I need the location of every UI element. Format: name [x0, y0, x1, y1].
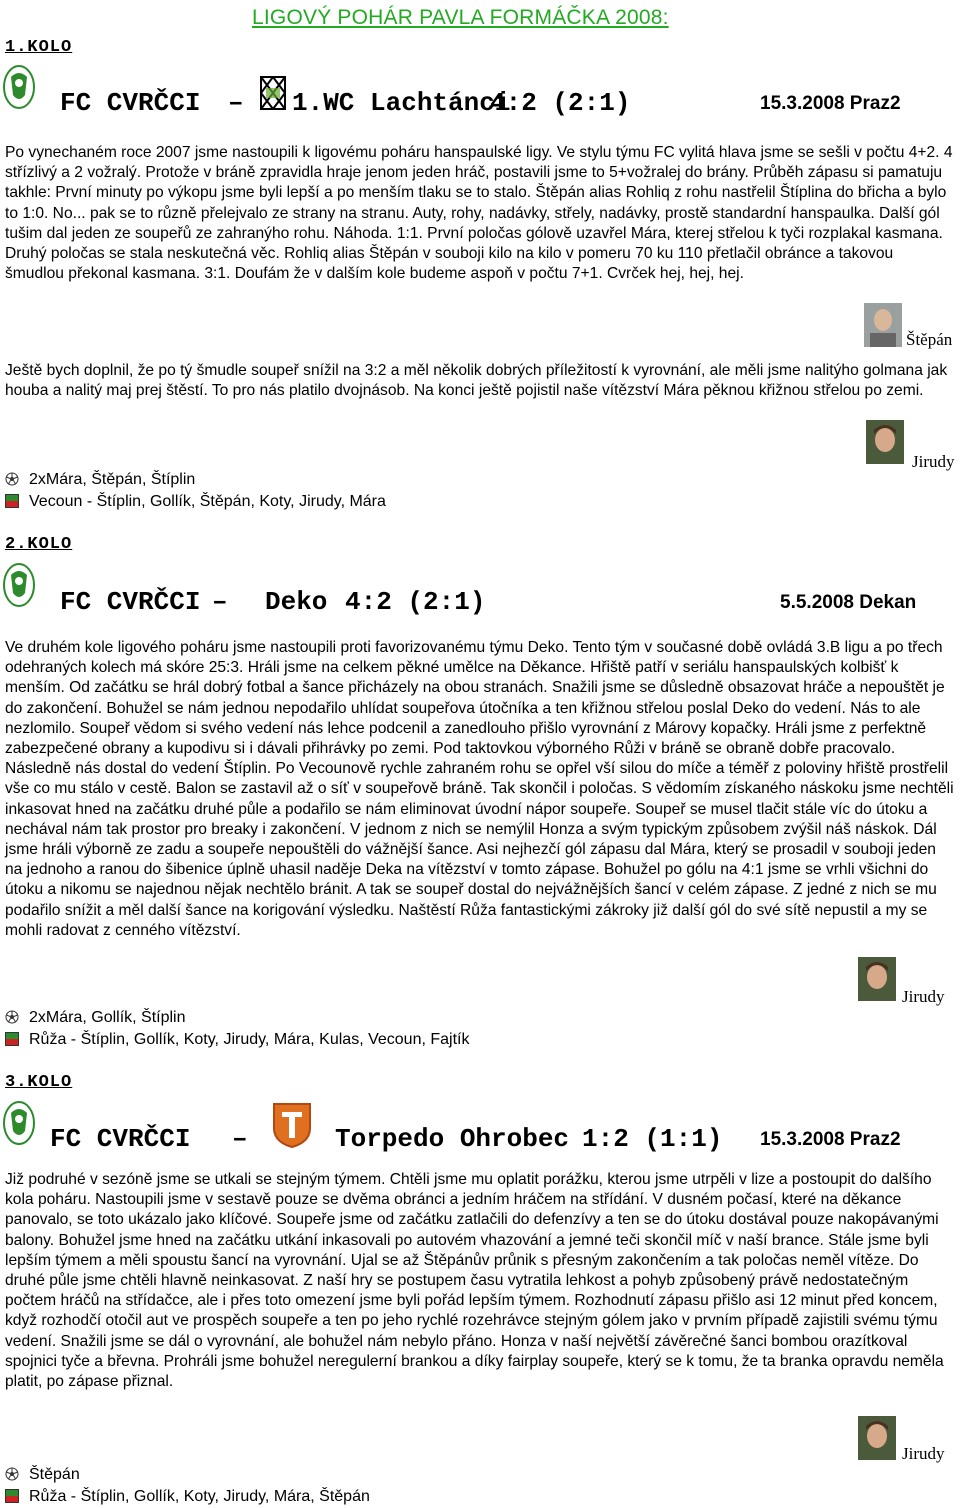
page-title: LIGOVÝ POHÁR PAVLA FORMÁČKA 2008: — [252, 6, 669, 29]
round-1-paragraph-2: Ještě bych doplnil, že po tý šmudle soupeř snížil na 3:2 a měl několik dobrých příležitostí k vyrovnání, ale měli jsme nalitýho golmana jak houba a nalitý maj prej štěstí. To pro nás platilo dvojnásob. Na konci ještě pojistil naše vítězství Mára pěknou křižnou střelou po zemi. — [5, 362, 948, 400]
round-1-label: 1.KOLO — [5, 38, 73, 57]
torpedo-logo-icon — [272, 1102, 312, 1148]
ball-icon — [5, 1467, 19, 1481]
round-2-scorers — [5, 1007, 186, 1029]
round-2-lineup — [5, 1029, 469, 1051]
cvrcci-logo-icon-3 — [3, 1101, 35, 1145]
round-2-home-team: FC CVRČCI — [60, 587, 201, 617]
ball-icon — [5, 472, 19, 486]
signature-stepan: Štěpán — [906, 330, 953, 349]
scorers-text: 2xMára, Štěpán, Štíplin — [29, 471, 196, 488]
round-1-scorers — [5, 469, 195, 491]
round-2-label: 2.KOLO — [5, 535, 73, 554]
scorers-text: 2xMára, Gollík, Štíplin — [29, 1009, 186, 1026]
round-2-paragraph: Ve druhém kole ligového poháru jsme nastoupili proti favorizovanému týmu Deko. Tento tým v současné době ovládá 3.B ligu a po třech odehraných kolech má skóre 25:3. Hráli jsme na celkem pěkné umělce na Děkance. Hřiště patří v seriálu hanspaulských kolbišť k menším. Od začátku se hrál dobrý fotbal a šance přicházely na obou stranách. Snažili jsme se důsledně obsazovat hráče a nepouštět je do zakončení. Bohužel se nám jednou nepodařilo uhlídat soupeřova útočníka a ten křižnou střelou poslal Deko do vedení. Nás to ale nezlomilo. Soupeř vědom si svého vedení nás lehce podcenil a zanedlouho přišlo vyrovnání z Márovy kopačky. Hráli jsme z perfektně zabezpečené obrany a kupodivu si i dávali přihrávky po zemi. Pod taktovkou výborného Růži v bráně se obraně dobře pracovalo. Následně nás dostal do vedení Štíplin. Po Vecounově rychle zahraném rohu se opřel vší silou do míče a téměř z poloviny hřiště prostřelil vše co mu stálo v cestě. Balon se zastavil až o síť v soupeřově bráně. Tak skončil i poločas. S vědomím získaného náskoku jsme nechtěli inkasovat hned na začátku druhé půle a podařilo se nám eliminovat úvodní nápor soupeře. Soupeř se musel tlačit stále víc do útoku a nechával nám tak prostor pro breaky i zakončení. V jednom z nich se nemýlil Honza a svým typickým způsobem zvýšil náš náskok. Dál jsme hráli výborně ze zadu a soupeře nepouštěli do vážnější šance. Asi nejhezčí gól zápasu dal Mára, který se prosadil v souboji jeden na jednoho a ranou do šibenice úplně uhasil naděje Deka na vítězství v tomto zápase. Bohužel po gólu na 4:1 jsme se vrhli všichni do útoku a nikomu se najednou nějak nechtělo bránit. A tak se soupeř dostal do nejvážnějších šancí v celém zápase. Z jedné z nich se mu podařilo snížit a měl další šance na korigování výsledku. Naštěstí Růža fantastickými zákroky již další gól do své sítě nepustil a my se mohli radovat z cenného vítězství. — [5, 639, 954, 939]
lineup-text: Růža - Štíplin, Gollík, Koty, Jirudy, Mára, Kulas, Vecoun, Fajtík — [29, 1031, 470, 1048]
jersey-icon — [5, 494, 19, 508]
round-1-lineup — [5, 491, 386, 513]
ball-icon — [5, 1010, 19, 1024]
round-3-paragraph: Již podruhé v sezóně jsme se utkali se stejným týmem. Chtěli jsme mu oplatit porážku, kterou jsme utrpěli v lize a postoupit do dalšího kola poháru. Nastoupili jsme v sestavě pouze se dvěma obránci a jedním hráčem na střídání. V dusném počasí, které na děkance panovalo, se toto ukázalo jako klíčové. Soupeře jsme od začátku zatlačili do defenzívy a ten se do útoku dostával pouze nakopávanými balony. Bohužel jsme hned na začátku utkání inkasovali po autovém vhazování a jemné teči skončil míč v naší brance. Stále jsme byli lepším týmem a měli spoustu šancí na vyrovnání. Ujal se až Štěpánův průnik s přesným zakončením a tak poločas neměl vítěze. Do druhé půle jsme chtěli hlavně neinkasovat. Z naší hry se postupem času vytratila lehkost a pohyb způsobený právě nedostatečným počtem hráčů na střídačce, ale i přes toto omezení jsme byli pořád lepším týmem. Rozhodnutí zápasu přišlo asi 12 minut před koncem, když rozhodčí otočil aut ve prospěch soupeře a ten po jeho rychlé rozehrávce stejným gólem jako v prvním případě zajistili svému týmu vedení. Snažili jsme se dál o vyrovnání, ale bohužel nám nebylo přáno. Honza v naší největší závěrečné šanci bombou orazítkoval spojnici tyče a břevna. Prohráli jsme bohužel neregulerní brankou a díky fairplay soupeře, který se k tomu, že ta branka opravdu neměla platit, po zápase přiznal. — [5, 1171, 944, 1391]
round-3-home-team: FC CVRČCI — [50, 1124, 191, 1154]
round-3-report — [5, 1170, 955, 1392]
round-3-away-team: Torpedo Ohrobec — [335, 1124, 570, 1154]
jirudy-avatar-2 — [858, 957, 896, 1001]
scorers-text: Štěpán — [29, 1466, 80, 1483]
round-3-dash: – — [232, 1124, 248, 1154]
jirudy-avatar-3 — [858, 1416, 896, 1460]
lachtanci-logo-icon — [260, 76, 286, 110]
jirudy-avatar — [866, 420, 904, 464]
cvrcci-logo-icon — [3, 65, 35, 109]
round-3-date: 15.3.2008 Praz2 — [760, 1129, 901, 1150]
round-1-score: 4:2 (2:1) — [490, 88, 631, 118]
signature-jirudy-3: Jirudy — [902, 1444, 945, 1463]
round-2-date: 5.5.2008 Dekan — [780, 592, 917, 613]
round-1-dash: – — [228, 88, 244, 118]
round-3-lineup — [5, 1486, 370, 1508]
signature-jirudy-2: Jirudy — [902, 987, 945, 1006]
cvrcci-logo-icon-2 — [3, 563, 35, 607]
round-3-scorers — [5, 1464, 80, 1486]
lineup-text: Růža - Štíplin, Gollík, Koty, Jirudy, Mára, Štěpán — [29, 1488, 370, 1505]
round-1-date: 15.3.2008 Praz2 — [760, 93, 901, 114]
round-2-score: 4:2 (2:1) — [345, 587, 486, 617]
round-3-label: 3.KOLO — [5, 1073, 73, 1092]
round-1-away-team: 1.WC Lachtánci — [292, 88, 511, 118]
round-3-score: 1:2 (1:1) — [582, 1124, 723, 1154]
round-1-addendum — [5, 361, 955, 401]
round-2-away-team: Deko — [265, 587, 328, 617]
jersey-icon — [5, 1489, 19, 1503]
round-2-report — [5, 638, 955, 941]
jersey-icon — [5, 1032, 19, 1046]
stepan-avatar — [864, 303, 902, 347]
round-1-paragraph: Po vynechaném roce 2007 jsme nastoupili k ligovému poháru hanspaulské ligy. Ve stylu týmu FC vylitá hlava jsme se sešli v počtu 4+2. 4 střízlivý a 2 vožralý. Protože v bráně zpravidla hraje jenom jeden hráč, postavili jsme to 5+vožralej do brány. Průběh zápasu si pamatuju takhle: První minuty po výkopu jsme byli lepší a po menším tlaku se to stalo. Štěpán alias Rohliq z rohu nastřelil Štíplina do břicha a bylo to 1:0. No... pak se to různě přelejvalo ze strany na stranu. Auty, rohy, nadávky, střely, nadávky, prostě standardní hanspaulka. Další gól tušim dal jeden ze soupeřů ze zahranýho rohu. Náhoda. 1:1. První poločas gólově uzavřel Mára, kterej střelou k tyči rozplakal kasmana. Druhý poločas se stala neskutečná věc. Rohliq alias Štěpán v souboji kilo na kilo v pomeru 70 ku 110 přetlačil obránce a takovou šmudlou překonal kasmana. 3:1. Doufám že v dalším kole budeme aspoň v počtu 7+1. Cvrček hej, hej, hej. — [5, 144, 953, 283]
signature-jirudy-1: Jirudy — [912, 452, 955, 471]
round-2-dash: – — [212, 587, 228, 617]
lineup-text: Vecoun - Štíplin, Gollík, Štěpán, Koty, Jirudy, Mára — [29, 493, 386, 510]
round-1-home-team: FC CVRČCI — [60, 88, 201, 118]
round-1-report — [5, 143, 955, 284]
